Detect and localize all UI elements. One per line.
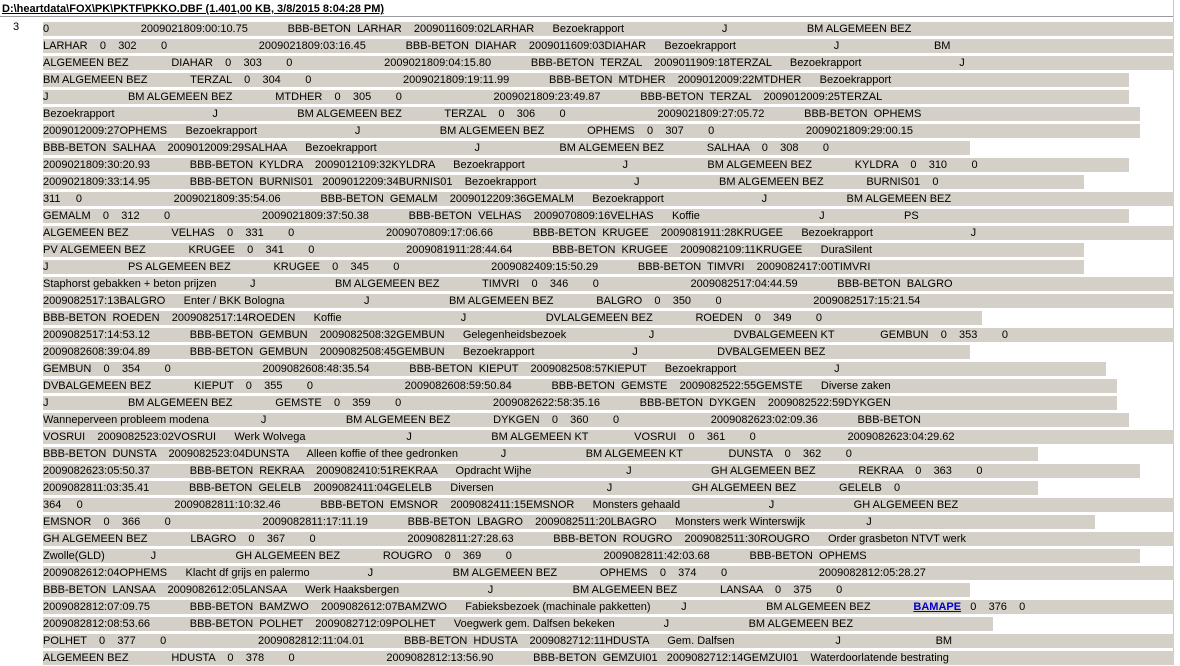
record-line [43,581,1174,598]
field-text: BBB-BETON LANSAA 2009082612:05LANSAA Werk Haaksbergen J BM ALGEMEEN BEZ LANSAA 0 375 0 [43,584,843,596]
record-line [43,292,1174,309]
record-line [43,615,1174,632]
field-text: BBB-BETON DUNSTA 2009082523:04DUNSTA Alleen koffie of thee gedronken J BM ALGEMEEN KT DUNSTA 0 362 0 [43,448,852,460]
record-line [43,360,1174,377]
record-line-text [43,311,822,325]
file-path-header: D:\heartdata\FOX\PK\PKTF\PKKO.DBF (1.401,00 KB, 3/8/2015 8:04:28 PM) [2,3,385,15]
record-line-text [43,600,1025,614]
record-line-text [43,379,891,393]
record-line [43,632,1174,649]
record-line [43,411,1174,428]
field-text: Bezoekrapport J BM ALGEMEEN BEZ TERZAL 0 306 0 2009021809:27:05.72 BBB-BETON OPHEMS [43,108,922,120]
field-text: BBB-BETON ROEDEN 2009082517:14ROEDEN Koffie J DVLALGEMEEN BEZ ROEDEN 0 349 0 [43,312,823,324]
record-line-text [43,328,1008,342]
field-text: 2009082812:08:53.66 BBB-BETON POLHET 2009082712:09POLHET Voegwerk gem. Dalfsen bekeken J BM ALGEMEEN BEZ [43,618,854,630]
record-line-text [43,583,842,597]
record-line [43,343,1174,360]
record-line [43,20,1174,37]
record-line-text [43,362,840,376]
record-line-text [43,498,958,512]
record-line-text [43,192,951,206]
record-line [43,513,1174,530]
field-text: 2009082608:39:04.89 BBB-BETON GEMBUN 2009082508:45GEMBUN Bezoekrapport J DVBALGEMEEN BEZ [43,346,826,358]
field-text: 2009082612:04OPHEMS Klacht df grijs en palermo J BM ALGEMEEN BEZ OPHEMS 0 374 0 2009082812:05:28.27 [43,567,926,579]
field-text: 2009082623:05:50.37 BBB-BETON REKRAA 2009082410:51REKRAA Opdracht Wijhe J GH ALGEMEEN BEZ REKRAA 0 363 0 [43,465,983,477]
record-line-text [43,226,976,240]
field-text: 311 0 2009021809:35:54.06 BBB-BETON GEMALM 2009012209:36GEMALM Bezoekrapport J BM ALGEMEEN BEZ [43,193,952,205]
field-text: GEMBUN 0 354 0 2009082608:48:35.54 BBB-BETON KIEPUT 2009082508:57KIEPUT Bezoekrapport J [43,363,840,375]
field-text: 2009021809:33:14.95 BBB-BETON BURNIS01 2009012209:34BURNIS01 Bezoekrapport J BM ALGEMEEN BEZ BURNIS01 0 [43,176,939,188]
record-line [43,88,1174,105]
record-line-text [43,243,872,257]
record-line [43,122,1174,139]
record-line [43,428,1174,445]
record-line-text [43,90,882,104]
record-line [43,207,1174,224]
record-line [43,394,1174,411]
record-line-text [43,260,870,274]
record-line [43,224,1174,241]
field-text: BM ALGEMEEN BEZ TERZAL 0 304 0 2009021809:19:11.99 BBB-BETON MTDHER 2009012009:22MTDHER Bezoekrapport [43,74,892,86]
record-line [43,241,1174,258]
field-text: ALGEMEEN BEZ HDUSTA 0 378 0 2009082812:13:56.90 BBB-BETON GEMZUI01 2009082712:14GEMZUI01 Waterdoorlatende bestrating [43,652,949,664]
record-line [43,530,1174,547]
field-text: ALGEMEEN BEZ VELHAS 0 331 0 2009070809:17:06.66 BBB-BETON KRUGEE 2009081911:28KRUGEE Bezoekrapport J [43,227,977,239]
field-text: Staphorst gebakken + beton prijzen J BM ALGEMEEN BEZ TIMVRI 0 346 0 2009082517:04:44.59 BBB-BETON BALGRO [43,278,953,290]
field-text: J PS ALGEMEEN BEZ KRUGEE 0 345 0 2009082409:15:50.29 BBB-BETON TIMVRI 2009082417:00TIMVRI [43,261,871,273]
record-line-text [43,73,891,87]
field-text: 0 376 0 [961,601,1026,613]
field-text: GEMALM 0 312 0 2009021809:37:50.38 BBB-BETON VELHAS 2009070809:16VELHAS Koffie J PS [43,210,919,222]
record-line [43,377,1174,394]
field-text: GH ALGEMEEN BEZ LBAGRO 0 367 0 2009082811:27:28.63 BBB-BETON ROUGRO 2009082511:30ROUGRO Order grasbeton NTVT werk [43,533,966,545]
record-line [43,496,1174,513]
field-text: Zwolle(GLD) J GH ALGEMEEN BEZ ROUGRO 0 369 0 2009082811:42:03.68 BBB-BETON OPHEMS [43,550,867,562]
record-line [43,275,1174,292]
record-line [43,71,1174,88]
record-number: 3 [13,21,20,33]
record-line [43,37,1174,54]
record-line-text [43,617,853,631]
field-text: 2009082812:07:09.75 BBB-BETON BAMZWO 2009082612:07BAMZWO Fabieksbezoek (machinale pakketten) J BM ALGEMEEN BEZ [43,601,914,613]
memo-link[interactable]: BAMAPE [913,601,962,613]
field-text: BBB-BETON SALHAA 2009012009:29SALHAA Bezoekrapport J BM ALGEMEEN BEZ SALHAA 0 308 0 [43,142,830,154]
record-line [43,258,1174,275]
record-line-text [43,107,921,121]
field-text: LARHAR 0 302 0 2009021809:03:16.45 BBB-BETON DIAHAR 2009011609:03DIAHAR Bezoekrapport J BM [43,40,951,52]
record-line-text [43,277,953,291]
field-text: DVBALGEMEEN BEZ KIEPUT 0 355 0 2009082608:59:50.84 BBB-BETON GEMSTE 2009082522:55GEMSTE Diverse zaken [43,380,891,392]
record-line [43,598,1174,615]
record-line [43,190,1174,207]
record-line-text [43,141,829,155]
record-line [43,649,1174,666]
record-line-text [43,430,955,444]
field-text: J BM ALGEMEEN BEZ MTDHER 0 305 0 2009021809:23:49.87 BBB-BETON TERZAL 2009012009:25TERZAL [43,91,883,103]
record-line-text [43,56,965,70]
record-line [43,139,1174,156]
record-line [43,547,1174,564]
record-line-text [43,209,919,223]
record-line [43,156,1174,173]
field-text: Wanneperveen probleem modena J BM ALGEMEEN BEZ DYKGEN 0 360 0 2009082623:02:09.36 BBB-BETON [43,414,921,426]
field-text: POLHET 0 377 0 2009082812:11:04.01 BBB-BETON HDUSTA 2009082712:11HDUSTA Gem. Dalfsen J BM [43,635,953,647]
field-text: 364 0 2009082811:10:32.46 BBB-BETON EMSNOR 2009082411:15EMSNOR Monsters gehaald J GH ALGEMEEN BEZ [43,499,959,511]
field-text: 2009082517:14:53.12 BBB-BETON GEMBUN 2009082508:32GEMBUN Gelegenheidsbezoek J DVBALGEMEEN KT GEMBUN 0 353 0 [43,329,1008,341]
field-text: EMSNOR 0 366 0 2009082811:17:11.19 BBB-BETON LBAGRO 2009082511:20LBAGRO Monsters werk Winterswijk J [43,516,872,528]
record-line-text [43,294,920,308]
record-line-text [43,124,913,138]
record-content [43,20,1174,666]
field-text: 2009021809:30:20.93 BBB-BETON KYLDRA 2009012109:32KYLDRA Bezoekrapport J BM ALGEMEEN BEZ KYLDRA 0 310 0 [43,159,978,171]
record-line-text [43,464,983,478]
record-line-text [43,634,952,648]
field-text: 2009082517:13BALGRO Enter / BKK Bologna J BM ALGEMEEN BEZ BALGRO 0 350 0 2009082517:15:21.54 [43,295,921,307]
record-line [43,445,1174,462]
record-line [43,326,1174,343]
field-text: ALGEMEEN BEZ DIAHAR 0 303 0 2009021809:04:15.80 BBB-BETON TERZAL 2009011909:18TERZAL Bezoekrapport J [43,57,965,69]
record-line-text [43,396,891,410]
record-line [43,54,1174,71]
record-line [43,173,1174,190]
record-line-text [43,158,978,172]
record-line-text [43,447,852,461]
record-line-text [43,549,867,563]
record-line-text [43,481,900,495]
record-line-text [43,175,938,189]
record-line-text [43,413,921,427]
header-divider [0,16,1174,17]
record-line [43,564,1174,581]
field-text: J BM ALGEMEEN BEZ GEMSTE 0 359 0 2009082622:58:35.16 BBB-BETON DYKGEN 2009082522:59DYKGEN [43,397,891,409]
record-line [43,105,1174,122]
record-line-text [43,532,966,546]
field-text: 2009012009:27OPHEMS Bezoekrapport J BM ALGEMEEN BEZ OPHEMS 0 307 0 2009021809:29:00.15 [43,125,913,137]
record-line-text [43,345,825,359]
field-text: PV ALGEMEEN BEZ KRUGEE 0 341 0 2009081911:28:44.64 BBB-BETON KRUGEE 2009082109:11KRUGEE DuraSilent [43,244,873,256]
record-line [43,479,1174,496]
record-line [43,462,1174,479]
record-line [43,309,1174,326]
field-text: VOSRUI 2009082523:02VOSRUI Werk Wolvega J BM ALGEMEEN KT VOSRUI 0 361 0 2009082623:04:29.62 [43,431,955,443]
record-line-text [43,39,950,53]
field-text: 0 2009021809:00:10.75 BBB-BETON LARHAR 2009011609:02LARHAR Bezoekrapport J BM ALGEMEEN BEZ [43,23,912,35]
record-line-text [43,566,926,580]
record-line-text [43,515,872,529]
record-line-text [43,22,911,36]
field-text: 2009082811:03:35.41 BBB-BETON GELELB 2009082411:04GELELB Diversen J GH ALGEMEEN BEZ GELELB 0 [43,482,901,494]
record-line-text [43,651,949,665]
